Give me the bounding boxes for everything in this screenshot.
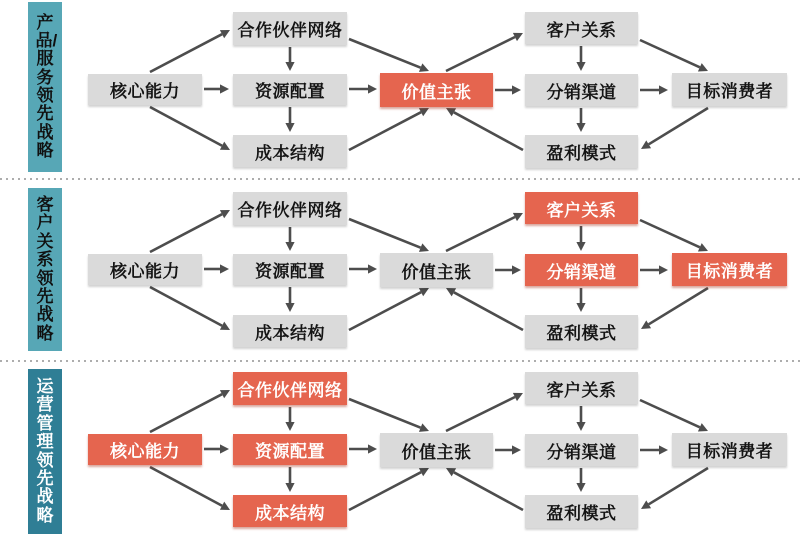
flow-arrow-line xyxy=(349,399,421,428)
flow-arrow-line xyxy=(454,112,523,150)
row-separator xyxy=(0,178,800,180)
node-profit-model: 盈利模式 xyxy=(525,495,638,528)
node-value-proposition: 价值主张 xyxy=(380,253,493,287)
flow-arrow-head xyxy=(512,85,521,94)
node-cost-structure: 成本结构 xyxy=(233,135,347,167)
node-cost-structure: 成本结构 xyxy=(233,495,347,527)
flow-arrow-head xyxy=(285,483,294,492)
flow-arrow-line xyxy=(349,112,421,150)
flow-arrow-line xyxy=(150,34,222,72)
node-partner-network: 合作伙伴网络 xyxy=(233,12,347,45)
flow-arrow-head xyxy=(285,242,294,251)
node-distribution-channels: 分销渠道 xyxy=(525,254,638,286)
node-customer-relations: 客户关系 xyxy=(525,372,638,404)
flow-arrow-line xyxy=(454,292,523,330)
strategy-row-operations-management xyxy=(0,360,800,541)
flow-arrow-line xyxy=(649,108,708,144)
flow-arrow-head xyxy=(285,123,294,132)
flow-arrow-line xyxy=(454,472,523,510)
flow-arrow-head xyxy=(576,62,585,71)
flow-arrow-line xyxy=(150,214,222,252)
flow-arrow-line xyxy=(640,40,700,67)
node-target-consumers: 目标消费者 xyxy=(672,73,787,106)
flow-arrow-head xyxy=(220,264,229,273)
node-core-competence: 核心能力 xyxy=(88,254,202,285)
node-customer-relations: 客户关系 xyxy=(525,12,638,44)
node-resource-allocation: 资源配置 xyxy=(233,434,347,465)
strategy-row-customer-relations xyxy=(0,180,800,360)
flow-arrow-head xyxy=(368,264,377,273)
strategy-label: 运营管理领先战略 xyxy=(36,377,54,525)
flow-arrow-line xyxy=(446,397,515,431)
flow-arrow-head xyxy=(285,422,294,431)
flow-arrow-head xyxy=(659,445,668,454)
row-separator xyxy=(0,360,800,362)
node-profit-model: 盈利模式 xyxy=(525,315,638,348)
strategy-row-product-service xyxy=(0,0,800,180)
node-core-competence: 核心能力 xyxy=(88,74,202,105)
flow-arrow-line xyxy=(349,292,421,330)
node-customer-relations: 客户关系 xyxy=(525,192,638,224)
node-partner-network: 合作伙伴网络 xyxy=(233,192,347,225)
flow-arrow-head xyxy=(576,483,585,492)
flow-arrow-line xyxy=(446,37,515,71)
node-distribution-channels: 分销渠道 xyxy=(525,74,638,106)
flow-arrow-head xyxy=(285,62,294,71)
flow-arrow-line xyxy=(349,219,421,248)
flow-arrow-head xyxy=(220,444,229,453)
node-resource-allocation: 资源配置 xyxy=(233,74,347,105)
flow-arrow-line xyxy=(640,400,700,427)
flow-arrow-head xyxy=(576,242,585,251)
flow-arrow-head xyxy=(512,265,521,274)
node-target-consumers: 目标消费者 xyxy=(672,433,787,466)
node-target-consumers: 目标消费者 xyxy=(672,253,787,286)
flow-arrow-line xyxy=(649,288,708,324)
flow-arrow-head xyxy=(220,84,229,93)
flow-arrow-head xyxy=(576,422,585,431)
flow-arrow-line xyxy=(349,39,421,68)
node-core-competence: 核心能力 xyxy=(88,434,202,465)
flow-arrow-line xyxy=(649,468,708,504)
flow-arrow-line xyxy=(150,107,222,146)
flow-arrow-line xyxy=(150,287,222,326)
flow-arrow-head xyxy=(576,123,585,132)
node-distribution-channels: 分销渠道 xyxy=(525,434,638,466)
node-partner-network: 合作伙伴网络 xyxy=(233,372,347,405)
flow-arrow-line xyxy=(150,394,222,432)
flow-arrow-line xyxy=(640,220,700,247)
strategy-label: 客户关系领先战略 xyxy=(36,195,54,343)
strategy-label: 产品/服务领先战略 xyxy=(35,12,58,161)
flow-arrow-head xyxy=(285,303,294,312)
flow-arrow-head xyxy=(368,444,377,453)
flow-arrow-line xyxy=(446,217,515,251)
flow-arrow-line xyxy=(349,472,421,510)
flow-arrow-head xyxy=(368,84,377,93)
flow-arrow-line xyxy=(150,467,222,506)
node-profit-model: 盈利模式 xyxy=(525,135,638,168)
flow-arrow-head xyxy=(659,265,668,274)
node-resource-allocation: 资源配置 xyxy=(233,254,347,285)
node-value-proposition: 价值主张 xyxy=(380,433,493,467)
node-cost-structure: 成本结构 xyxy=(233,315,347,347)
node-value-proposition: 价值主张 xyxy=(380,73,493,107)
flow-arrow-head xyxy=(512,445,521,454)
flow-arrow-head xyxy=(659,85,668,94)
flow-arrow-head xyxy=(576,303,585,312)
